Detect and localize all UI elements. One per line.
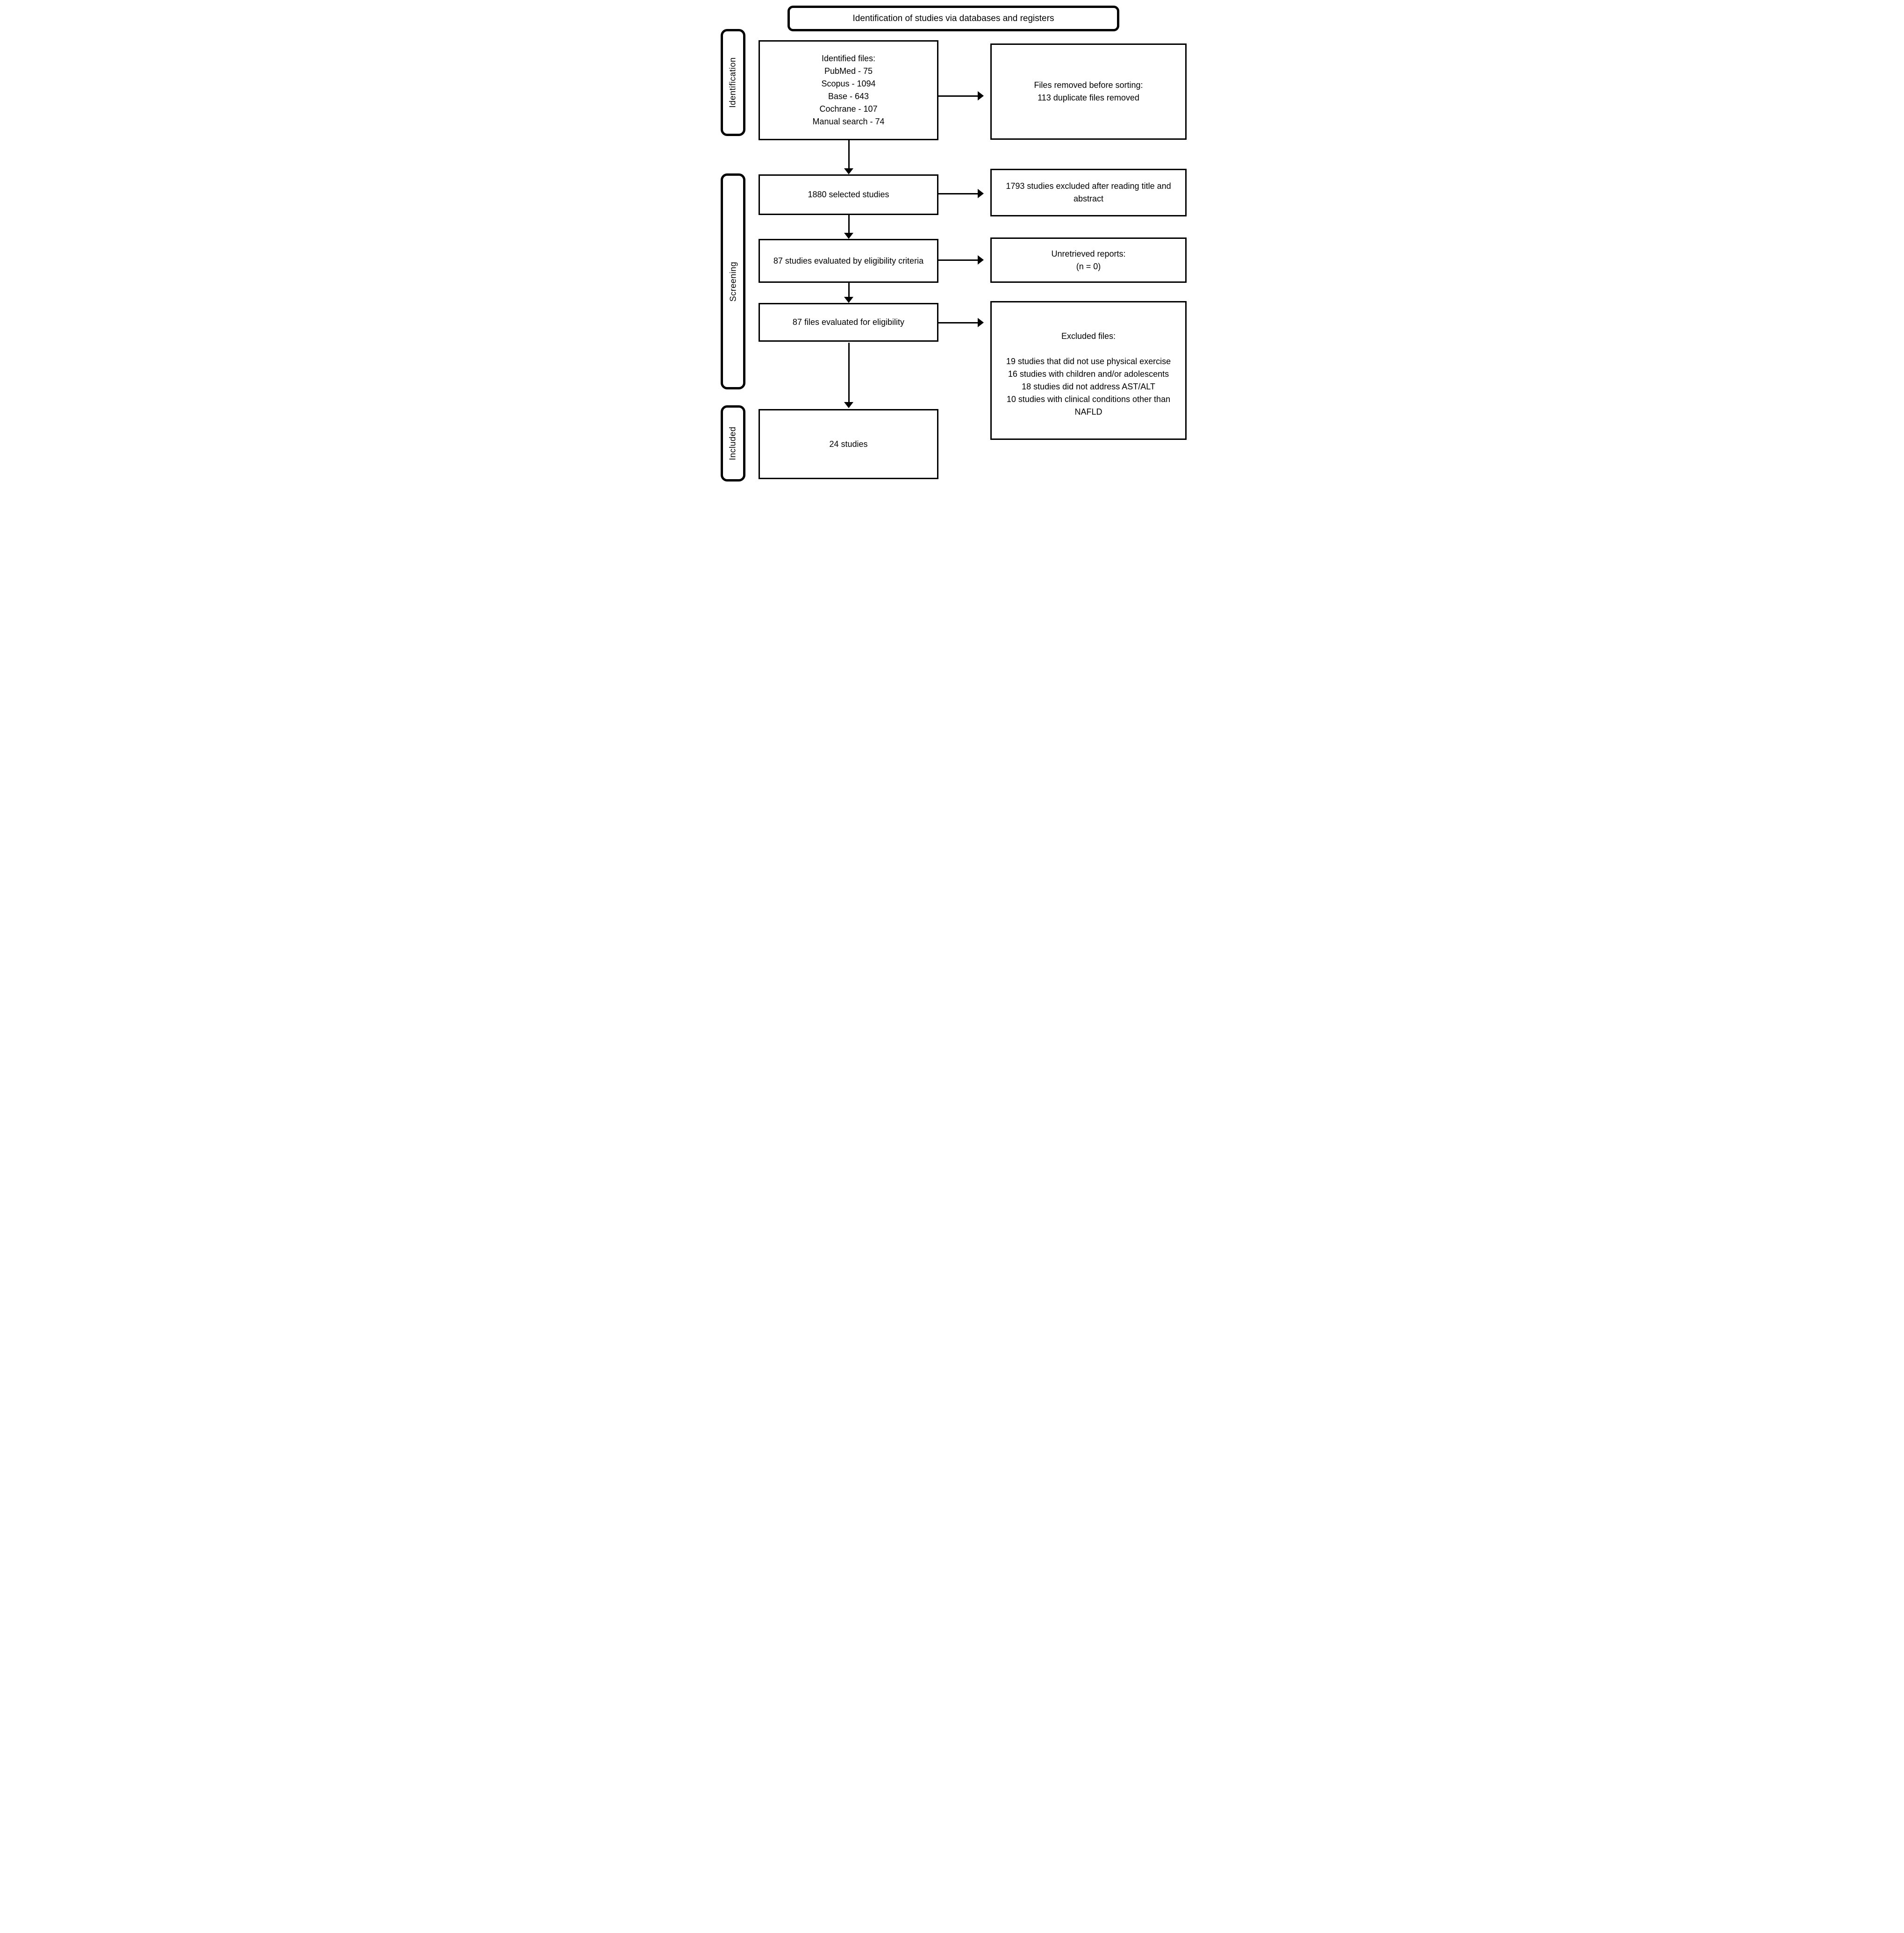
- diagram-title: Identification of studies via databases and registers: [852, 13, 1054, 23]
- identified-files-pubmed: PubMed - 75: [824, 66, 873, 76]
- arrow-criteria-to-unretrieved: [938, 255, 984, 265]
- arrow-right-icon: [978, 318, 984, 327]
- evaluated-eligibility-box: [759, 303, 938, 342]
- diagram-title-box: [787, 6, 1119, 31]
- arrow-shaft: [848, 215, 850, 233]
- stage-screening-label: Screening: [728, 261, 737, 302]
- arrow-shaft: [848, 343, 850, 402]
- excluded-files-item-children: 16 studies with children and/or adolescents: [1008, 369, 1169, 379]
- arrow-shaft: [938, 95, 978, 97]
- arrow-right-icon: [978, 189, 984, 198]
- identified-files-cochrane: Cochrane - 107: [819, 104, 878, 114]
- arrow-down-icon: [844, 168, 853, 174]
- arrow-down-icon: [844, 402, 853, 408]
- excluded-files-box: [990, 301, 1187, 440]
- excluded-files-header: Excluded files:: [1061, 331, 1116, 341]
- stage-identification-label: Identification: [728, 57, 738, 108]
- arrow-right-icon: [978, 255, 984, 265]
- removed-before-sorting-header: Files removed before sorting:: [1034, 80, 1143, 90]
- stage-included-label: Included: [728, 426, 737, 460]
- arrow-down-icon: [844, 297, 853, 303]
- identified-files-manual: Manual search - 74: [812, 117, 885, 126]
- arrow-eligibility-to-excluded-files: [938, 317, 984, 328]
- excluded-files-item-astalt: 18 studies did not address AST/ALT: [1022, 382, 1155, 391]
- arrow-right-icon: [978, 91, 984, 101]
- selected-studies-box: [759, 174, 938, 215]
- selected-studies-label: 1880 selected studies: [808, 190, 889, 199]
- evaluated-eligibility-label: 87 files evaluated for eligibility: [792, 317, 905, 327]
- arrow-down-icon: [844, 233, 853, 239]
- arrow-selected-to-evaluated-criteria: [844, 215, 854, 239]
- arrow-shaft: [938, 259, 978, 261]
- excluded-files-item-nafld: 10 studies with clinical conditions other than NAFLD: [1006, 395, 1171, 417]
- arrow-identified-to-removed: [938, 91, 984, 101]
- stage-identification-box: [721, 29, 745, 136]
- unretrieved-reports-header: Unretrieved reports:: [1051, 249, 1126, 259]
- arrow-shaft: [848, 140, 850, 169]
- removed-before-sorting-detail: 113 duplicate files removed: [1038, 93, 1139, 102]
- arrow-eligibility-to-included: [844, 343, 854, 408]
- excluded-title-abstract-label: 1793 studies excluded after reading title and abstract: [1006, 181, 1171, 203]
- excluded-files-item-exercise: 19 studies that did not use physical exercise: [1006, 357, 1171, 366]
- arrow-shaft: [848, 283, 850, 297]
- identified-files-header: Identified files:: [821, 54, 876, 63]
- evaluated-criteria-label: 87 studies evaluated by eligibility criteria: [773, 256, 924, 266]
- arrow-identified-to-selected: [844, 140, 854, 174]
- arrow-shaft: [938, 193, 978, 194]
- evaluated-criteria-box: [759, 239, 938, 283]
- excluded-files-spacer: [996, 343, 1181, 355]
- unretrieved-reports-count: (n = 0): [1076, 261, 1101, 271]
- arrow-shaft: [938, 322, 978, 323]
- removed-before-sorting-box: [990, 43, 1187, 140]
- included-studies-label: 24 studies: [829, 439, 868, 449]
- identified-files-base: Base - 643: [828, 92, 869, 101]
- stage-screening-box: [721, 173, 745, 389]
- arrow-criteria-to-eligibility: [844, 283, 854, 303]
- included-studies-box: [759, 409, 938, 479]
- arrow-selected-to-excluded: [938, 188, 984, 199]
- identified-files-box: [759, 40, 938, 140]
- unretrieved-reports-box: [990, 237, 1187, 283]
- prisma-flow-diagram: [714, 0, 1190, 483]
- stage-included-box: [721, 405, 745, 481]
- identified-files-scopus: Scopus - 1094: [821, 79, 876, 88]
- excluded-title-abstract-box: [990, 169, 1187, 216]
